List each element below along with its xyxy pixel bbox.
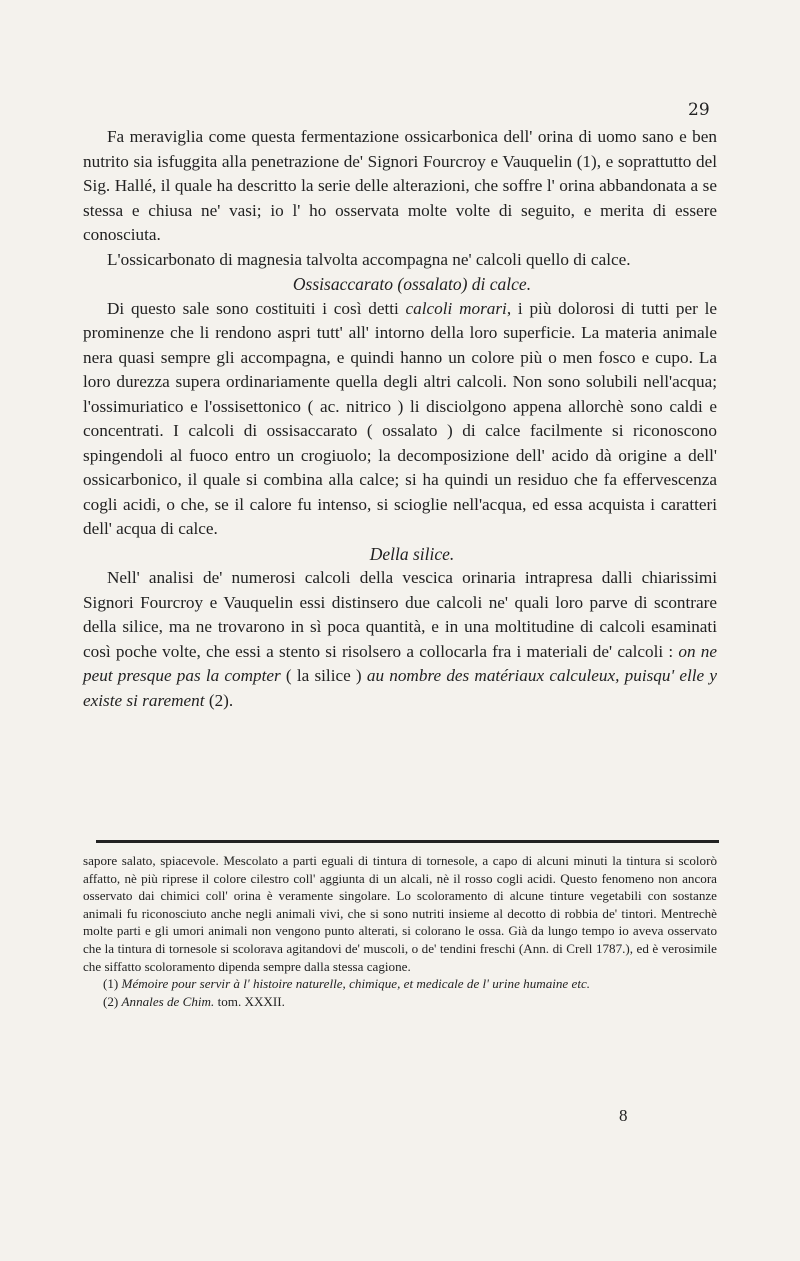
main-text bbox=[83, 125, 717, 713]
italic-quote: au nombre des matériaux calculeux, puisqu' elle y existe si rarement bbox=[83, 666, 718, 710]
footnote-marker: (2) bbox=[103, 993, 122, 1009]
text-segment: (2). bbox=[204, 690, 234, 710]
page-number: 29 bbox=[688, 100, 710, 120]
text-segment: Di questo sale sono costituiti i così detti bbox=[107, 298, 406, 318]
signature-mark: 8 bbox=[619, 1106, 628, 1125]
paragraph-fermentation: Fa meraviglia come questa fermentazione ossicarbonica dell' orina di uomo sano e ben nutrito sia isfuggita alla penetrazione de' Signori Fourcroy e Vauquelin (1), e soprattutto del Sig. Hallé, il quale ha descritto la serie delle alterazioni, che soffre l' orina abbandonata a se stessa e chiusa ne' vasi; io l' ho osservata molte volte di seguito, e merita di essere conosciuta. bbox=[83, 127, 717, 244]
paragraph-magnesia: L'ossicarbonato di magnesia talvolta accompagna ne' calcoli quello di calce. bbox=[107, 249, 631, 269]
footnotes bbox=[83, 852, 717, 1010]
paragraph-ossisaccarato bbox=[83, 297, 717, 542]
italic-term: calcoli morari bbox=[405, 298, 507, 318]
footnote-2 bbox=[83, 993, 717, 1011]
section-heading-ossisaccarato: Ossisaccarato (ossalato) di calce. bbox=[292, 274, 532, 294]
footnote-1 bbox=[83, 975, 717, 993]
footnote-continuation: sapore salato, spiacevole. Mescolato a parti eguali di tintura di tornesole, a capo di alcuni minuti la tintura si scolorò affatto, nè più riprese il colore cilestro coll' aggiunta di un alcali, nè il rosso cogli acidi. Questo fenomeno non ancora osservato dai chimici coll' orina è veramente singolare. Lo scoloramento di alcune tinture vegetabili con sostanze animali fu riconosciuto anche negli animali vivi, che si sono nutriti insieme al decotto di robbia de' tintori. Mentrechè molte parti e gli umori animali non vengono punto alterati, si colorano le ossa. Già da lungo tempo io aveva osservato che la tintura di tornesole si scolorava agitandovi de' muscoli, o de' tendini freschi (Ann. di Crell 1787.), ed è verosimile che siffatto scoloramento dipenda sempre dalla stessa cagione. bbox=[83, 853, 717, 974]
footnote-citation: Mémoire pour servir à l' histoire naturelle, chimique, et medicale de l' urine humaine etc. bbox=[121, 976, 591, 992]
footnote-marker: (1) bbox=[103, 976, 122, 992]
text-segment: Nell' analisi de' numerosi calcoli della vescica orinaria intrapresa dalli chiarissimi Signori Fourcroy e Vauquelin essi distinsero due calcoli ne' quali loro parve di scontrare della silice, ma ne trovarono in sì poca quantità, e in una moltitudine di calcoli esaminati così poche volte, che essi a stento si risolsero a collocarla fra i materiali de' calcoli : bbox=[83, 568, 717, 661]
section-heading-silice: Della silice. bbox=[369, 543, 455, 564]
text-segment: ( la silice ) bbox=[280, 666, 367, 685]
footnote-divider bbox=[96, 840, 719, 843]
text-segment: , i più dolorosi di tutti per le prominenze che li rendono aspri tutt' all' intorno della loro superficie. La materia animale nera quasi sempre gli accompagna, e quindi hanno un colore più o men fosco e cupo. La loro durezza supera ordinariamente quella degli altri calcoli. Non sono solubili nell'acqua; l'ossimuriatico e l'ossisettonico ( ac. nitrico ) li disciolgono appena allorchè sono caldi e concentrati. I calcoli di ossisaccarato ( ossalato ) di calce facilmente si riconoscono spingendoli al fuoco entro un crogiuolo; la decomposizione dell' acido dà origine a dell' ossicarbonico, il quale si combina alla calce; si ha quindi un residuo che fa effervescenza cogli acidi, o che, se il calore fu intenso, si scioglie nell'acqua, ed essa acquista i caratteri dell' acqua di calce. bbox=[83, 298, 717, 538]
paragraph-silice bbox=[83, 566, 717, 713]
italic-quote: on ne peut presque pas la compter bbox=[83, 641, 717, 685]
footnote-citation: Annales de Chim. bbox=[121, 993, 215, 1009]
footnote-volume: tom. XXXII. bbox=[214, 993, 285, 1009]
